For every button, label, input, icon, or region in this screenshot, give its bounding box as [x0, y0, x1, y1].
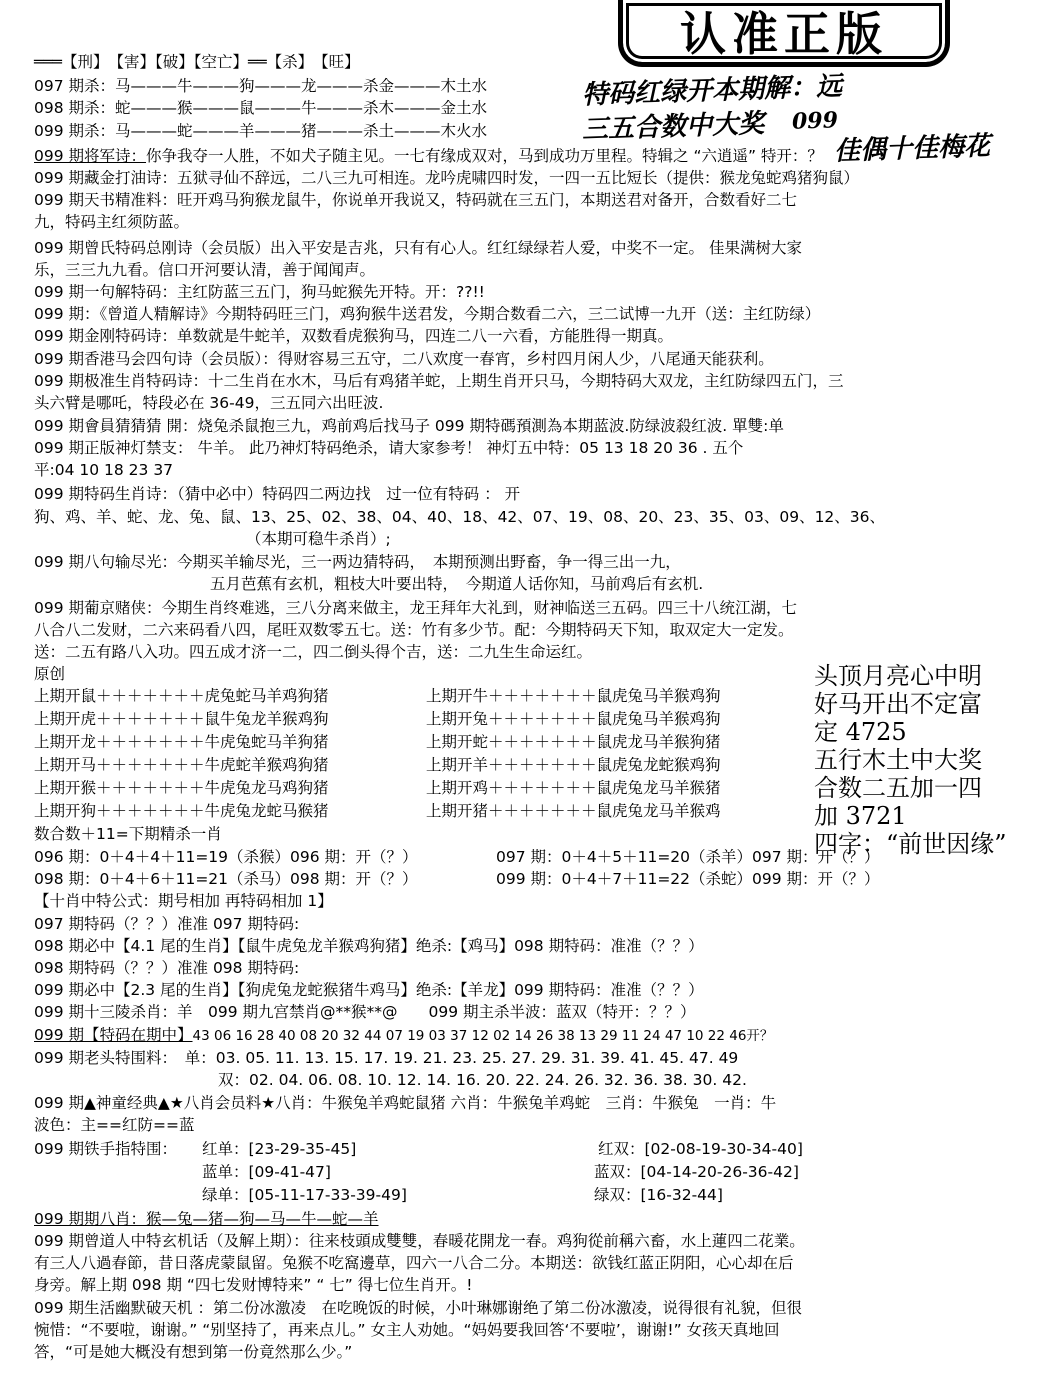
formula-099: 099 期：0＋4＋7＋11=22（杀蛇）099 期：开（？） [496, 870, 880, 888]
kill-row-098: 098 期杀：蛇———猴———鼠———牛———杀木———金土水 [34, 99, 488, 117]
kill-row-097: 097 期杀：马———牛———狗———龙———杀金———木土水 [34, 77, 488, 95]
handwritten-note-1: 特码红绿开本期解：远 [581, 71, 843, 111]
pujing-line-2: 八合八二发财，二六来码看八四，尾旺双数零五七。送：竹有多少节。配：今期特码天下知，取双定大一定发。 [34, 621, 794, 639]
youmo-line-1: 099 期生活幽默破天机 ：第二份冰激凌 在吃晚饭的时候，小叶琳娜谢绝了第二份冰激凌，说得很有礼貌，但很 [34, 1299, 802, 1317]
lan-shuang: 蓝双：[04-14-20-26-36-42] [594, 1163, 799, 1181]
grid-right-2: 上期开蛇＋＋＋＋＋＋＋鼠虎龙马羊猴狗猪 [426, 733, 721, 751]
bizhong-098: 098 期必中【4.1 尾的生肖】【鼠牛虎兔龙羊猴鸡狗猪】绝杀:【鸡马】098 期特码：准准（？？） [34, 937, 704, 955]
grid-right-3: 上期开羊＋＋＋＋＋＋＋鼠虎兔龙蛇猴鸡狗 [426, 756, 721, 774]
yiju-line: 099 期一句解特码：主红防蓝三五门，狗马蛇猴先开特。开：??!! [34, 283, 485, 301]
zhongte-line-1: 099 期曾道人中特玄机话（及解上期）：往来枝頭成雙雙，春暖花開龙一春。鸡狗從前稱六畜，水上蓮四二花業。 [34, 1232, 805, 1250]
texiao-line-2: 狗、鸡、羊、蛇、龙、兔、鼠、13、25、02、38、04、40、18、42、07、19、08、20、23、35、03、09、12、36、 [34, 508, 886, 526]
kill-header: ═══【刑】 【害】【破】【空亡】══【杀】 【旺】 [34, 53, 360, 71]
shendeng-line-1: 099 期正版神灯禁支： 牛羊。 此乃神灯特码绝杀，请大家参考！ 神灯五中特：05 13 18 20 36 . 五个 [34, 439, 744, 457]
shendeng-line-2: 平:04 10 18 23 37 [34, 461, 174, 479]
poem-line-5: 合数二五加一四 [814, 774, 982, 802]
xianggang-line: 099 期香港马会四句诗（会员版）：得财容易三五守，二八欢度一春宵，乡村四月闲人少，八尾通天能获利。 [34, 350, 774, 368]
laotou-line-1: 099 期老头特围料： 单：03. 05. 11. 13. 15. 17. 19. 21. 23. 25. 27. 29. 31. 39. 41. 45. 47. 49 [34, 1049, 739, 1067]
zengdao-line: 099 期：《曾道人精解诗》今期特码旺三门，鸡狗猴牛送君发，今期合数看二六，三二试博一九开（送：主红防绿） [34, 305, 821, 323]
grid-left-4: 上期开猴＋＋＋＋＋＋＋牛虎兔龙马鸡狗猪 [34, 779, 329, 797]
cangjin-poem: 099 期藏金打油诗：五狱寻仙不辞远，二八三九可相连。龙吟虎啸四时发，一四一五比短长（提供：猴龙兔蛇鸡猪狗鼠） [34, 169, 860, 187]
lv-shuang: 绿双：[16-32-44] [594, 1186, 723, 1204]
kill-row-099: 099 期杀：马———蛇———羊———猪———杀土———木火水 [34, 122, 488, 140]
zhongte-line-3: 身旁。解上期 098 期 “四七发财博特来” “ 七” 得七位生肖开。! [34, 1276, 473, 1294]
hong-dan: 红单：[23-29-35-45] [202, 1140, 357, 1158]
youmo-line-2: 惋惜：“不要啦，谢谢。” “别坚持了，再来点儿。” 女主人劝她。“妈妈要我回答‘不要啦’，谢谢!” 女孩天真地回 [34, 1321, 780, 1339]
baxiao-line: 099 期期八肖：猴—兔—猪—狗—马—牛—蛇—羊 [34, 1210, 379, 1228]
grid-right-4: 上期开鸡＋＋＋＋＋＋＋鼠虎兔龙马羊猴猪 [426, 779, 721, 797]
poem-line-7: 四字：“前世因缘” [814, 830, 1007, 858]
poem-line-4: 五行木土中大奖 [814, 746, 982, 774]
lv-dan: 绿单：[05-11-17-33-39-49] [202, 1186, 407, 1204]
handwritten-note-2b: 099 [791, 107, 839, 135]
handwritten-note-3: 佳偶十佳梅花 [833, 131, 991, 167]
texiao-line-1: 099 期特码生肖诗：（猜中必中）特码四二两边找 过一位有特码 ： 开 [34, 485, 521, 503]
grid-right-0: 上期开牛＋＋＋＋＋＋＋鼠虎兔马羊猴鸡狗 [426, 687, 721, 705]
formula-096: 096 期：0＋4＋4＋11=19（杀猴）096 期：开（？） [34, 848, 418, 866]
grid-left-1: 上期开虎＋＋＋＋＋＋＋鼠牛兔龙羊猴鸡狗 [34, 710, 329, 728]
pujing-line-1: 099 期葡京赌侠：今期生肖终难逃，三八分离来做主，龙王拜年大礼到，财神临送三五码。四三十八统江湖，七 [34, 599, 798, 617]
authentic-stamp: 认准正版 [618, 0, 950, 67]
heshu-line: 数合数＋11=下期精杀一肖 [34, 825, 222, 843]
jingang-line: 099 期金刚特码诗：单数就是牛蛇羊，双数看虎猴狗马，四连二八一六看，方能胜得一期真。 [34, 327, 674, 345]
pujing-line-3: 送：二五有路八入功。四五成才济一二，四二倒头得个吉，送：二九生生命运红。 [34, 643, 593, 661]
tema-097: 097 期特码（？？）准准 097 期特码: [34, 915, 300, 933]
grid-left-0: 上期开鼠＋＋＋＋＋＋＋虎兔蛇马羊鸡狗猪 [34, 687, 329, 705]
huiyuan-line: 099 期會員猜猜猜 開：烧兔杀鼠抱三九，鸡前鸡后找马子 099 期特碼預測為本期蓝波.防绿波殺红波. 單雙:单 [34, 417, 784, 435]
grid-left-3: 上期开马＋＋＋＋＋＋＋牛虎蛇羊猴鸡狗猪 [34, 756, 329, 774]
shixiao-formula: 【十肖中特公式：期号相加 再特码相加 1】 [34, 892, 333, 910]
formula-097: 097 期：0＋4＋5＋11=20（杀羊）097 期：开（？） [496, 848, 880, 866]
baju-line-2: 五月芭蕉有玄机，粗枝大叶要出特， 今期道人话你知，马前鸡后有玄机. [210, 575, 704, 593]
poem-line-3: 定 4725 [814, 718, 907, 746]
lan-dan: 蓝单：[09-41-47] [202, 1163, 331, 1181]
jizhun-line-1: 099 期极准生肖特码诗：十二生肖在水木，马后有鸡猪羊蛇，上期生肖开只马，今期特码大双龙，主红防绿四五门，三 [34, 372, 844, 390]
zhongte-line-2: 有三人八過春節，昔日落虎蒙鼠留。兔猴不吃窩邊草，四六一八合二分。本期送：欲钱红蓝正阴阳，心心却在后 [34, 1254, 794, 1272]
hong-shuang: 红双：[02-08-19-30-34-40] [598, 1140, 803, 1158]
grid-left-5: 上期开狗＋＋＋＋＋＋＋牛虎兔龙蛇马猴猪 [34, 802, 329, 820]
poem-line-2: 好马开出不定富 [814, 690, 982, 718]
texiao-line-3: （本期可稳牛杀肖）; [246, 530, 391, 548]
shisanling-line: 099 期十三陵杀肖：羊 099 期九宫禁肖@**猴**@ 099 期主杀半波：蓝双（特开：？？） [34, 1003, 696, 1021]
youmo-line-3: 答，“可是她大概没有想到第一份竟然那么少。” [34, 1343, 353, 1361]
tianshu-line-2: 九，特码主红须防蓝。 [34, 213, 190, 231]
bizhong-099: 099 期必中【2.3 尾的生肖】【狗虎兔龙蛇猴猪牛鸡马】绝杀:【羊龙】099 期特码：准准（？？） [34, 981, 704, 999]
formula-098: 098 期：0＋4＋6＋11=21（杀马）098 期：开（？） [34, 870, 418, 888]
handwritten-note-2: 三五合数中大奖 [581, 108, 765, 146]
grid-right-5: 上期开猪＋＋＋＋＋＋＋鼠虎兔龙马羊猴鸡 [426, 802, 721, 820]
zaiqizhong-line: 099 期【特码在期中】43 06 16 28 40 08 20 32 44 07 19 03 37 12 02 14 26 38 13 29 11 24 47 10 22 46开？ [34, 1026, 774, 1044]
tieshou-label: 099 期铁手指特围： [34, 1140, 178, 1158]
grid-left-2: 上期开龙＋＋＋＋＋＋＋牛虎兔蛇马羊狗猪 [34, 733, 329, 751]
poem-line-6: 加 3721 [814, 802, 907, 830]
shentong-line: 099 期▲神童经典▲★八肖会员料★八肖：牛猴兔羊鸡蛇鼠猪 六肖：牛猴兔羊鸡蛇 三肖：牛猴兔 一肖：牛 [34, 1094, 777, 1112]
poem-line-1: 头顶月亮心中明 [814, 662, 982, 690]
yuanchuang-label: 原创 [34, 665, 66, 683]
laotou-line-2: 双：02. 04. 06. 08. 10. 12. 14. 16. 20. 22. 24. 26. 32. 36. 38. 30. 42. [218, 1071, 747, 1089]
tema-098: 098 期特码（？？）准准 098 期特码: [34, 959, 300, 977]
grid-right-1: 上期开兔＋＋＋＋＋＋＋鼠虎兔马羊猴鸡狗 [426, 710, 721, 728]
baju-line-1: 099 期八句输尽光：今期买羊输尽光，三一两边猜特码， 本期预测出野畜，争一得三出一九， [34, 553, 681, 571]
tianshu-line-1: 099 期天书精准料：旺开鸡马狗猴龙鼠牛，你说单开我说又，特码就在三五门，本期送君对备开，合数看好二七 [34, 191, 798, 209]
jiangjun-poem: 099 期将军诗：你争我夺一人胜，不如犬子随主见。一七有缘成双对，马到成功万里程。特辑之 “六逍遥” 特开：？ [34, 147, 823, 165]
zengshi-line-2: 乐，三三九九看。信口开河要认清，善于闻闻声。 [34, 261, 376, 279]
jizhun-line-2: 头六臂是哪吒，特段必在 36-49，三五同六出旺波. [34, 394, 384, 412]
bose-line: 波色：主==红防==蓝 [34, 1116, 195, 1134]
zengshi-line-1: 099 期曾氏特码总刚诗（会员版）出入平安是吉兆，只有有心人。红红绿绿若人爱，中奖不一定。 佳果满树大家 [34, 239, 802, 257]
